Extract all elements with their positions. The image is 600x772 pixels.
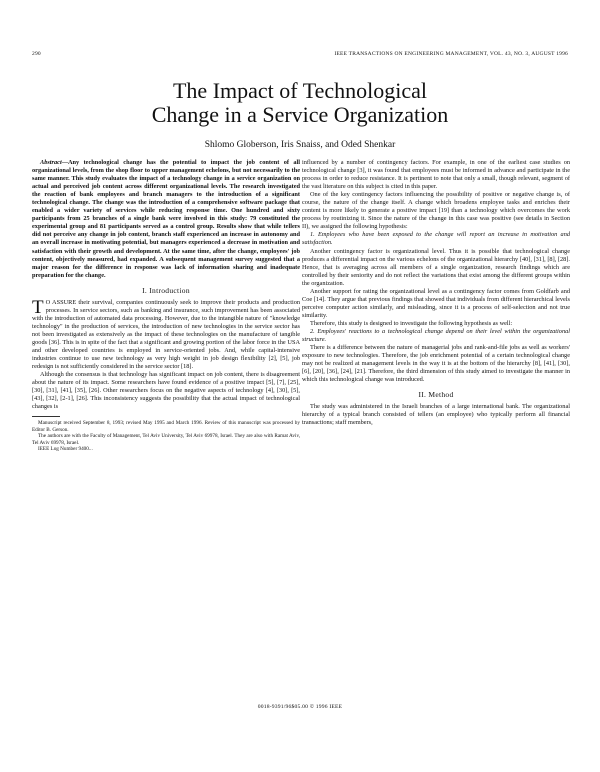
- abstract-text: Any technological change has the potential to impact the job content of all organizational levels, from the shop floor to upper management echelons, but not necessarily to the same manner. This study evaluates the impact of a technology change in a service organization on actual and perceived job content across different organizational levels. The research investigated the reaction of bank employees and branch managers to the introduction of a significant technological change. The change was the introduction of a comprehensive software package that enabled a wider variety of services while reducing response time. One hundred and sixty participants from 25 branches of a single bank were involved in this study: 79 constituted the experimental group and 81 participants served as a control group. Results show that while tellers did not perceive any change in job content, branch staff experienced an increase in autonomy and an overall increase in motivating potential, but managers experienced a decrease in motivation and satisfaction with their growth and development. At the same time, after the change, employees' job content, objectively measured, had expanded. A subsequent management survey suggested that a major reason for the difference in response was lack of information sharing and inadequate preparation for the change.: [32, 159, 300, 279]
- footnote-affiliation: The authors are with the Faculty of Management, Tel Aviv University, Tel Aviv 69978, Israel. They are also with Ramat Aviv, Tel Aviv 69978, Israel.: [32, 433, 300, 446]
- intro-first-words: O ASSURE: [45, 298, 77, 306]
- hypothesis-1: 1. Employees who have been exposed to the change will report an increase in motivation and satisfaction.: [302, 231, 570, 247]
- footnote-manuscript: Manuscript received September 8, 1993; revised May 1995 and March 1996. Review of this manuscript was processed by Editor B. Gerson.: [32, 420, 300, 433]
- journal-header: IEEE TRANSACTIONS ON ENGINEERING MANAGEMENT, VOL. 43, NO. 3, AUGUST 1996: [334, 51, 568, 57]
- intro-paragraph-1: [32, 296, 300, 371]
- footnote: [32, 420, 300, 452]
- hypothesis-2: 2. Employees' reactions to a technological change depend on their level within the organizational structure.: [302, 327, 570, 344]
- method-paragraph-1: The study was administered in the Israeli branches of a large international bank. The organizational hierarchy of a typical branch consisted of tellers (an employee) who typically perform all financial transactions; staff members,: [302, 403, 570, 427]
- right-column: [302, 159, 570, 428]
- section-heading-introduction: I. Introduction: [142, 285, 190, 295]
- drop-cap: T: [32, 296, 44, 318]
- page-number: 290: [32, 51, 41, 57]
- right-paragraph-3: Another contingency factor is organizational level. Thus it is possible that technological change produces a differential impact on the various echelons of the organizational hierarchy [40], [31], [8], [28]. Hence, that is averaging across all members of a single organization, research findings which are controlled by their seniority and do not reflect the variations that exist among the different groups within the organization.: [302, 247, 570, 287]
- paper-title-line-1: The Impact of Technological: [172, 78, 427, 103]
- right-paragraph-2: One of the key contingency factors influencing the possibility of positive or negative change is, of course, the nature of the change itself. A change which broadens employee tasks and enriches their content is more likely to generate a positive impact [19] than a technology which overcomes the work process by routinizing it. Since the nature of the change in this case was positive (see details in Section II), we assigned the following hypothesis:: [302, 191, 570, 231]
- authors: Shlomo Globerson, Iris Snaiss, and Oded Shenkar: [204, 140, 396, 150]
- paper-title-line-2: Change in a Service Organization: [151, 102, 449, 127]
- right-paragraph-5: Therefore, this study is designed to investigate the following hypothesis as well:: [310, 319, 513, 327]
- abstract: [32, 159, 300, 280]
- section-heading-method: II. Method: [418, 390, 454, 400]
- running-head: [32, 51, 568, 61]
- footnote-rule: [32, 416, 60, 417]
- left-column: [32, 159, 300, 452]
- right-paragraph-6: There is a difference between the nature of managerial jobs and rank-and-file jobs as well as workers' exposure to new technologies. Therefore, the job enrichment potential of a certain technological change may not be realized at management levels in the way it is at the bottom of the hierarchy [8], [41], [30], [6], [20], [36], [24], [21]. Therefore, the third dimension of this study aimed to investigate the manner in which this technological change was introduced.: [302, 344, 570, 384]
- footnote-log-number: IEEE Log Number 9400...: [38, 446, 93, 453]
- intro-paragraph-2: Although the consensus is that technology has significant impact on job content, there is disagreement about the nature of its impact. Some researchers have found evidence of a positive impact [5], [7], [25], [30], [31], [41], [35], [26]. Other researchers focus on the negative aspects of technology [4], [30], [5], [43], [32], [2-1], [26]. This inconsistency suggests the possibility that the actual impact of technological changes is: [32, 371, 300, 411]
- page-footer: 0018-9391/96$05.00 © 1996 IEEE: [257, 704, 343, 710]
- right-paragraph-1: influenced by a number of contingency factors. For example, in one of the earliest case studies on technological change [3], it was found that employees must be informed in advance and participate in the process in order to reduce resistance. It is pertinent to note that only a small, though relevant, segment of the vast literature on this subject is cited in this paper.: [302, 159, 570, 191]
- right-paragraph-4: Another support for rating the organizational level as a contingency factor comes from Goldfarb and Coe [14]. They argue that previous findings that showed that individuals from different hierarchical levels perceive computer action similarly, and misleading, since it is a process of self-selection and not true similarity.: [302, 287, 570, 319]
- intro-paragraph-1-text: their survival, companies continuously seek to improve their products and production processes. In service sectors, such as banking and insurance, such improvement has been associated with the introduction of automated data processing. However, due to the intangible nature of "knowledge technology" in the production of services, the introduction of new technologies in the service sector has not been investigated as extensively as the impact of these technologies on the manufacture of tangible goods [36]. This is in spite of the fact that a significant and growing portion of the labor force in the USA and other developed countries is employed in service-oriented jobs. And, while capital-intensive industries continue to use new technology as very high weight in job design flexibility [2], [5], job redesign is not sufficiently considered in the service sector [18].: [32, 298, 300, 371]
- abstract-label: Abstract—: [40, 159, 68, 166]
